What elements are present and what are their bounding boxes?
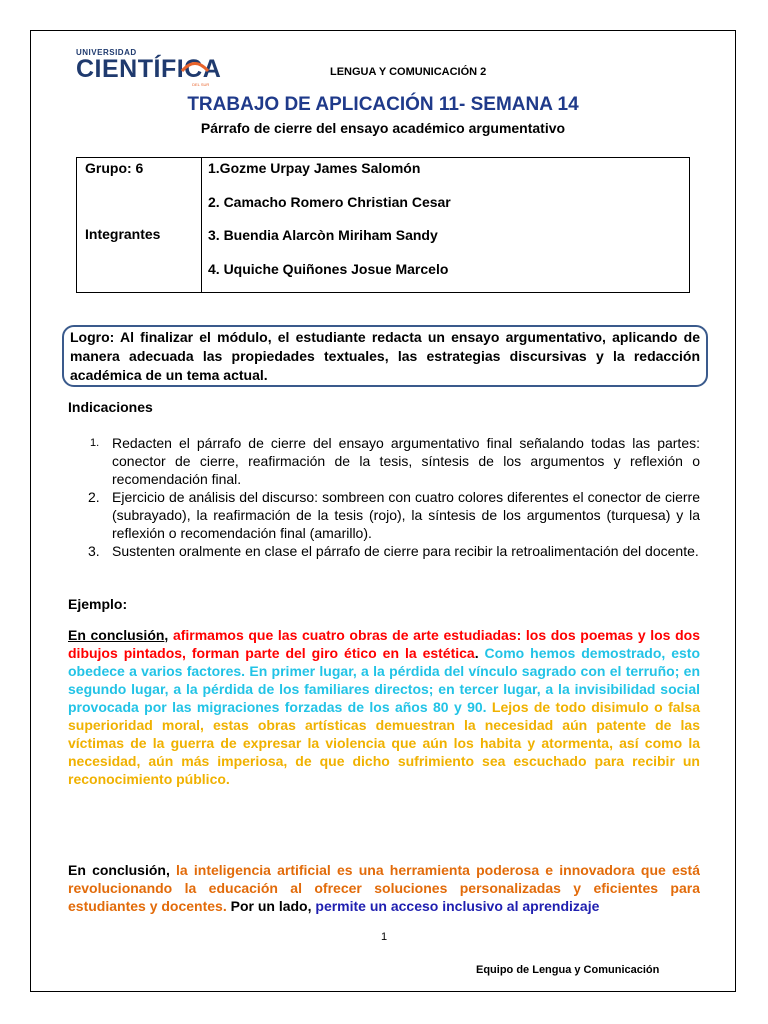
university-logo	[76, 48, 221, 87]
members-label: Integrantes	[85, 226, 161, 242]
logo-main-text: CIENTÍFICA	[76, 55, 222, 83]
logro-box: Logro: Al finalizar el módulo, el estudiante redacta un ensayo argumentativo, aplicando de manera adecuada las propiedades textuales, las estrategias discursivas y la redacción académica de un tema actual.	[62, 325, 708, 387]
closing-connector: En conclusión	[68, 627, 165, 643]
student-arg-text: permite un acceso inclusivo al aprendizaje	[311, 898, 600, 914]
member-item: 1.Gozme Urpay James Salomón	[208, 160, 421, 176]
page-number: 1	[381, 931, 388, 943]
group-label: Grupo: 6	[85, 160, 144, 176]
group-table	[76, 157, 690, 293]
logo-sub-text: DEL SUR	[192, 82, 210, 87]
member-item: 2. Camacho Romero Christian Cesar	[208, 193, 451, 210]
group-label-cell	[77, 158, 202, 293]
list-text: Sustenten oralmente en clase el párrafo de cierre para recibir la retroalimentación del docente.	[112, 543, 699, 559]
footer-team: Equipo de Lengua y Comunicación	[476, 964, 660, 976]
member-item: 4. Uquiche Quiñones Josue Marcelo	[208, 260, 449, 277]
connector-comma: ,	[164, 627, 169, 643]
student-arg-intro: Por un lado,	[226, 898, 312, 914]
indicaciones-list	[68, 434, 700, 560]
argument-synthesis: Como hemos demostrado, esto obedece a varios factores. En primer lugar, a la pérdida del vínculo sagrado con el terruño; en segundo lugar, a la pérdida de los familiares directos; en tercer lugar, a la invisibilidad social provocada por las migraciones forzadas de los años 80 y 90.	[68, 645, 700, 715]
page-subtitle: Párrafo de cierre del ensayo académico argumentativo	[200, 120, 566, 136]
list-number: 3.	[88, 543, 100, 559]
course-title: LENGUA Y COMUNICACIÓN 2	[330, 66, 487, 78]
thesis-period: .	[474, 645, 479, 661]
list-number: 1.	[90, 437, 100, 449]
student-connector: En conclusión,	[68, 862, 170, 878]
members-cell	[202, 158, 690, 293]
example-paragraph	[68, 626, 700, 788]
list-text: Ejercicio de análisis del discurso: sombreen con cuatro colores diferentes el conector de cierre (subrayado), la reafirmación de la tesis (rojo), la síntesis de los argumentos (turquesa) y la reflexión o recomendación final (amarillo).	[112, 489, 700, 541]
student-paragraph	[68, 861, 700, 917]
list-number: 2.	[88, 489, 100, 505]
member-item: 3. Buendia Alarcòn Miriham Sandy	[208, 227, 438, 243]
indicaciones-title: Indicaciones	[68, 399, 153, 415]
list-item	[68, 542, 700, 560]
thesis-reaffirmation: afirmamos que las cuatro obras de arte estudiadas: los dos poemas y los dos dibujos pintados, forman parte del giro ético en la estética	[68, 627, 700, 661]
student-thesis: la inteligencia artificial es una herramienta poderosa e innovadora que está revolucionando la educación al ofrecer soluciones personalizadas y eficientes para estudiantes y docentes.	[68, 862, 700, 914]
list-text: Redacten el párrafo de cierre del ensayo argumentativo final señalando todas las partes: conector de cierre, reafirmación de la tesis, síntesis de los argumentos y reflexión o recomendación final.	[112, 435, 700, 487]
final-reflection: Lejos de todo disimulo o falsa superioridad moral, estas obras artísticas demuestran la necesidad aún patente de las víctimas de la guerra de expresar la violencia que aún los habita y atormenta, así como la necesidad, aún más imperiosa, de que dicho sufrimiento sea escuchado para recibir un reconocimiento público.	[68, 699, 700, 787]
list-item	[68, 434, 700, 488]
logo-arc-icon	[180, 58, 210, 72]
page-title: TRABAJO DE APLICACIÓN 11- SEMANA 14	[187, 94, 579, 115]
list-item	[68, 488, 700, 542]
ejemplo-title: Ejemplo:	[68, 596, 128, 612]
logo-top-text: UNIVERSIDAD	[76, 48, 137, 57]
